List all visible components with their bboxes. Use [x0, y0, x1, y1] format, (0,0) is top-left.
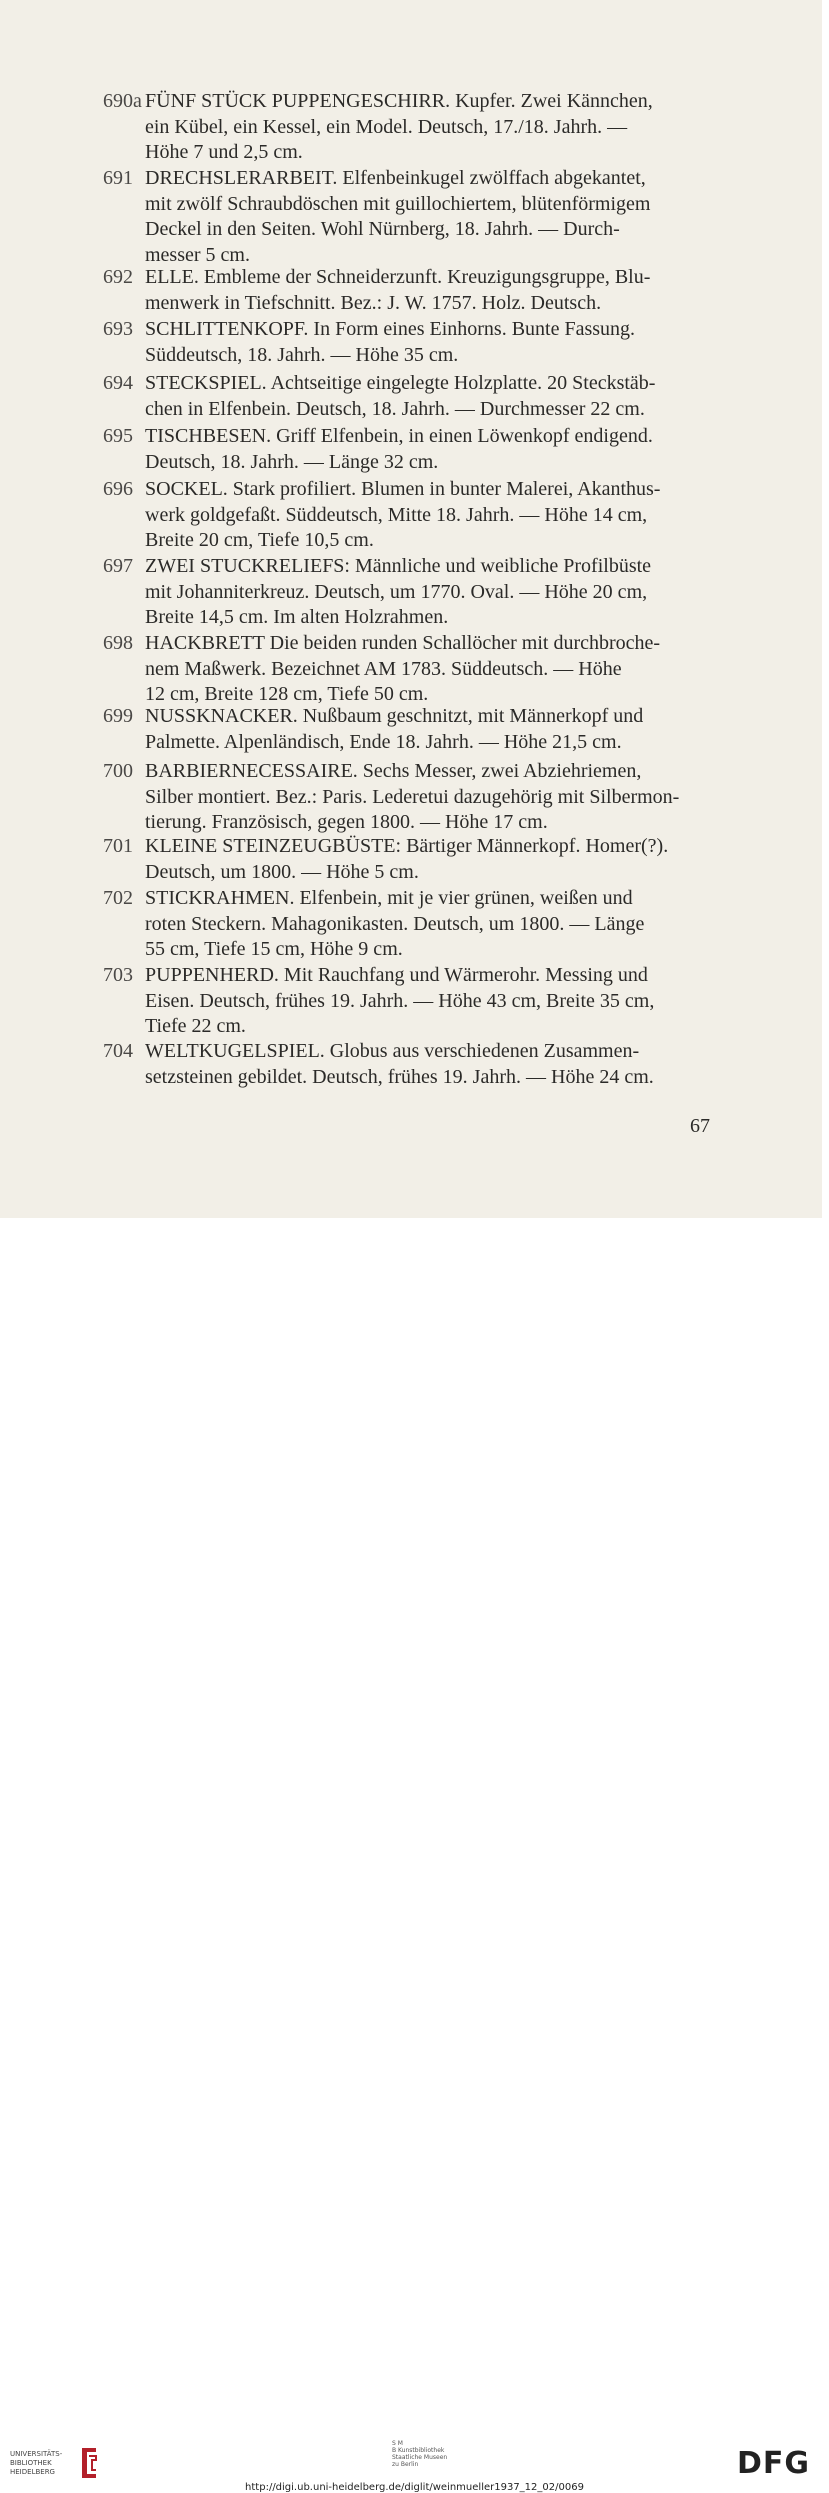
entry-continuation-line: 12 cm, Breite 128 cm, Tiefe 50 cm.: [145, 683, 429, 706]
entry-number: 701: [103, 835, 133, 857]
entry-number: 702: [103, 887, 133, 909]
entry-first-line: [103, 553, 651, 579]
entry-continuation-line: ein Kübel, ein Kessel, ein Model. Deutsch, 17./18. Jahrh. —: [145, 115, 628, 138]
entry-text: ELLE. Embleme der Schneiderzunft. Kreuzigungsgruppe, Blu-: [145, 266, 651, 288]
entry-number: 695: [103, 425, 133, 447]
entry-first-line: [103, 316, 635, 342]
entry-first-line: [103, 962, 648, 988]
entry-continuation-line: Breite 20 cm, Tiefe 10,5 cm.: [145, 529, 374, 552]
entry-continuation-line: Eisen. Deutsch, frühes 19. Jahrh. — Höhe 43 cm, Breite 35 cm,: [145, 989, 655, 1012]
entry-number: 700: [103, 760, 133, 782]
entry-number: 699: [103, 705, 133, 727]
entry-first-line: [103, 476, 660, 502]
entry-first-line: [103, 1038, 639, 1064]
entry-text: DRECHSLERARBEIT. Elfenbeinkugel zwölffach abgekantet,: [145, 167, 646, 189]
entry-continuation-line: messer 5 cm.: [145, 243, 250, 266]
entry-first-line: [103, 758, 641, 784]
entry-continuation-line: mit zwölf Schraubdöschen mit guillochiertem, blütenförmigem: [145, 192, 651, 215]
entry-number: 694: [103, 372, 133, 394]
dfg-logo: DFG: [737, 2446, 811, 2481]
footer-bar: [0, 1218, 829, 2493]
university-line: UNIVERSITÄTS-: [10, 2450, 63, 2458]
entry-number: 704: [103, 1040, 133, 1062]
entry-text: BARBIERNECESSAIRE. Sechs Messer, zwei Abziehriemen,: [145, 760, 642, 782]
entry-text: TISCHBESEN. Griff Elfenbein, in einen Löwenkopf endigend.: [145, 425, 653, 447]
entry-first-line: [103, 264, 650, 290]
entry-first-line: [103, 165, 646, 191]
entry-text: STICKRAHMEN. Elfenbein, mit je vier grünen, weißen und: [145, 887, 633, 909]
entry-first-line: [103, 88, 653, 114]
entry-text: KLEINE STEINZEUGBÜSTE: Bärtiger Männerkopf. Homer(?).: [145, 835, 669, 857]
sm-logo-line: S M: [392, 2440, 403, 2447]
sm-logo-line: B Kunstbibliothek: [392, 2447, 445, 2454]
entry-first-line: [103, 423, 653, 449]
entry-continuation-line: Deutsch, um 1800. — Höhe 5 cm.: [145, 860, 419, 883]
entry-first-line: [103, 630, 660, 656]
entry-continuation-line: Höhe 7 und 2,5 cm.: [145, 141, 303, 164]
entry-continuation-line: 55 cm, Tiefe 15 cm, Höhe 9 cm.: [145, 938, 403, 961]
entry-number: 692: [103, 266, 133, 288]
entry-continuation-line: werk goldgefaßt. Süddeutsch, Mitte 18. Jahrh. — Höhe 14 cm,: [145, 503, 648, 526]
entry-text: SCHLITTENKOPF. In Form eines Einhorns. Bunte Fassung.: [145, 318, 636, 340]
entry-first-line: [103, 885, 633, 911]
entry-number: 703: [103, 964, 133, 986]
entry-text: WELTKUGELSPIEL. Globus aus verschiedenen Zusammen-: [145, 1040, 640, 1062]
entry-number: 691: [103, 167, 133, 189]
entry-first-line: [103, 833, 668, 859]
university-logo-text: [10, 2450, 62, 2477]
entry-continuation-line: mit Johanniterkreuz. Deutsch, um 1770. Oval. — Höhe 20 cm,: [145, 580, 648, 603]
scanned-page: [0, 0, 822, 1218]
entry-continuation-line: menwerk in Tiefschnitt. Bez.: J. W. 1757. Holz. Deutsch.: [145, 291, 602, 314]
entry-first-line: [103, 370, 655, 396]
entry-continuation-line: Deutsch, 18. Jahrh. — Länge 32 cm.: [145, 450, 439, 473]
entry-continuation-line: Palmette. Alpenländisch, Ende 18. Jahrh. — Höhe 21,5 cm.: [145, 730, 622, 753]
entry-continuation-line: Süddeutsch, 18. Jahrh. — Höhe 35 cm.: [145, 343, 459, 366]
entry-continuation-line: tierung. Französisch, gegen 1800. — Höhe 17 cm.: [145, 811, 548, 834]
entry-number: 697: [103, 555, 133, 577]
entry-number: 693: [103, 318, 133, 340]
entry-continuation-line: roten Steckern. Mahagonikasten. Deutsch, um 1800. — Länge: [145, 912, 645, 935]
entry-number: 696: [103, 478, 133, 500]
sm-logo-line: Staatliche Museen: [392, 2454, 448, 2461]
entry-first-line: [103, 703, 643, 729]
page-edge: [822, 0, 829, 1218]
university-line: BIBLIOTHEK: [10, 2459, 52, 2467]
entry-text: PUPPENHERD. Mit Rauchfang und Wärmerohr. Messing und: [145, 964, 648, 986]
permalink-url[interactable]: http://digi.ub.uni-heidelberg.de/diglit/weinmueller1937_12_02/0069: [245, 2482, 584, 2493]
entry-number: 698: [103, 632, 133, 654]
page-number: 67: [690, 1115, 710, 1137]
entry-continuation-line: Tiefe 22 cm.: [145, 1015, 246, 1038]
entry-continuation-line: Breite 14,5 cm. Im alten Holzrahmen.: [145, 606, 449, 629]
university-mark-icon: [78, 2446, 100, 2480]
entry-text: SOCKEL. Stark profiliert. Blumen in bunter Malerei, Akanthus-: [145, 478, 661, 500]
entry-continuation-line: setzsteinen gebildet. Deutsch, frühes 19. Jahrh. — Höhe 24 cm.: [145, 1065, 654, 1088]
entry-text: FÜNF STÜCK PUPPENGESCHIRR. Kupfer. Zwei Kännchen,: [145, 90, 653, 112]
entry-continuation-line: Silber montiert. Bez.: Paris. Lederetui dazugehörig mit Silbermon-: [145, 785, 680, 808]
entry-continuation-line: nem Maßwerk. Bezeichnet AM 1783. Süddeutsch. — Höhe: [145, 657, 622, 680]
entry-continuation-line: Deckel in den Seiten. Wohl Nürnberg, 18. Jahrh. — Durch-: [145, 218, 620, 241]
entry-text: HACKBRETT Die beiden runden Schallöcher mit durchbroche-: [145, 632, 661, 654]
sm-logo-line: zu Berlin: [392, 2461, 419, 2468]
entry-continuation-line: chen in Elfenbein. Deutsch, 18. Jahrh. — Durchmesser 22 cm.: [145, 397, 645, 420]
entry-text: NUSSKNACKER. Nußbaum geschnitzt, mit Männerkopf und: [145, 705, 644, 727]
entry-text: STECKSPIEL. Achtseitige eingelegte Holzplatte. 20 Steckstäb-: [145, 372, 656, 394]
university-line: HEIDELBERG: [10, 2468, 55, 2476]
sm-logo: [392, 2440, 447, 2468]
entry-text: ZWEI STUCKRELIEFS: Männliche und weibliche Profilbüste: [145, 555, 652, 577]
entry-number: 690a: [103, 90, 142, 112]
